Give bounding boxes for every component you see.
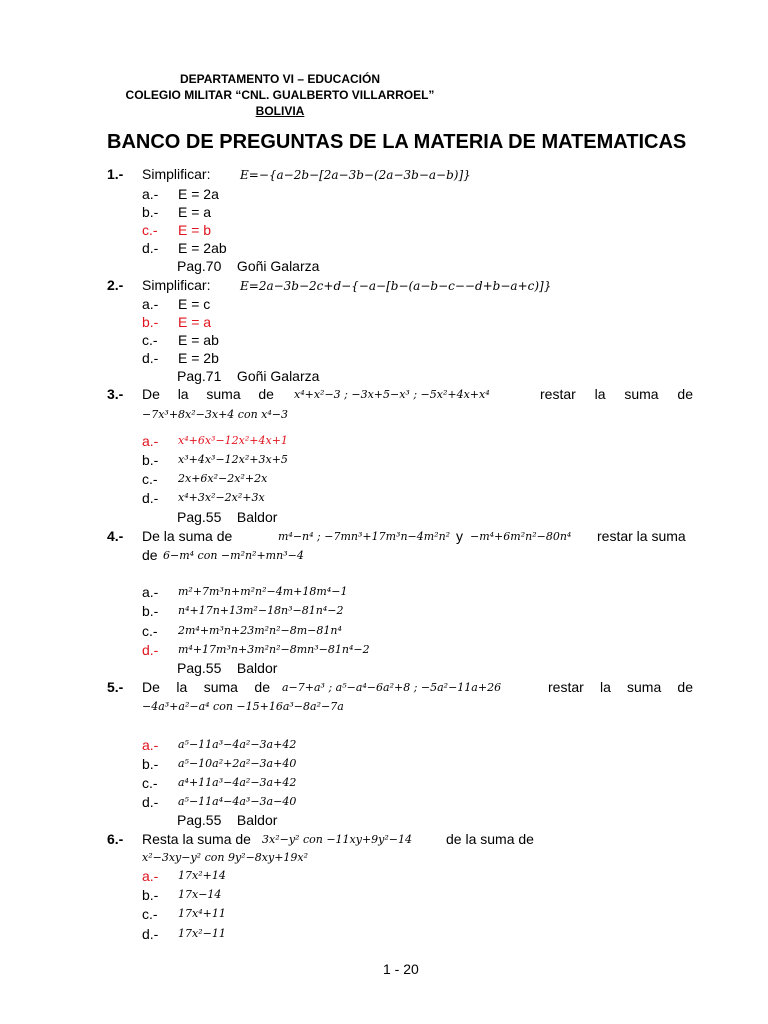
source-reference: Pag.55 Baldor [177, 660, 278, 676]
question-2 [107, 277, 123, 293]
question-text-cont: restar la suma de [548, 679, 693, 695]
question-expression-2: x²−3xy−y² con 9y²−8xy+19x² [142, 851, 309, 864]
question-text: De la suma de [142, 528, 233, 544]
question-expression: m⁴−n⁴ ; −7mn³+17m³n−4m²n² [278, 530, 451, 543]
question-expression-2: −7x³+8x²−3x+4 con x⁴−3 [142, 408, 288, 421]
question-number: 6.- [107, 831, 124, 847]
question-4 [107, 528, 123, 544]
question-text-cont: restar la suma de [540, 386, 693, 402]
page-title: BANCO DE PREGUNTAS DE LA MATERIA DE MATEMATICAS [107, 131, 687, 153]
question-text: De la suma de [142, 386, 274, 402]
question-5 [107, 679, 123, 695]
question-1 [107, 166, 123, 182]
question-text: Simplificar: [142, 166, 211, 182]
department-header: DEPARTAMENTO VI – EDUCACIÓN [179, 72, 380, 86]
question-expression: E=2a−3b−2c+d−{−a−[b−(a−b−c−−d+b−a+c)]} [240, 279, 552, 293]
source-reference: Pag.55 Baldor [177, 812, 278, 828]
question-number: 5.- [107, 679, 124, 695]
question-text-y: y [456, 528, 463, 544]
question-number: 2.- [107, 277, 124, 293]
question-expression-3: 6−m⁴ con −m²n²+mn³−4 [163, 549, 304, 562]
question-number: 1.- [107, 166, 124, 182]
school-name: COLEGIO MILITAR “CNL. GUALBERTO VILLARROEL” [125, 88, 435, 102]
question-expression-2: −4a³+a²−a⁴ con −15+16a³−8a²−7a [142, 700, 344, 713]
source-reference: Pag.55 Baldor [177, 509, 278, 525]
question-3 [107, 386, 123, 402]
question-text-cont: de la suma de [446, 831, 534, 847]
question-expression: E=−{a−2b−[2a−3b−(2a−3b−a−b)]} [240, 168, 471, 182]
page-number: 1 - 20 [383, 961, 419, 977]
source-reference: Pag.70 Goñi Galarza [177, 258, 320, 274]
question-6 [107, 831, 123, 847]
question-text-de: de [142, 547, 158, 563]
question-text: Resta la suma de [142, 831, 251, 847]
question-expression: x⁴+x²−3 ; −3x+5−x³ ; −5x²+4x+x⁴ [294, 388, 490, 401]
question-expression: 3x²−y² con −11xy+9y²−14 [262, 833, 412, 846]
question-text: Simplificar: [142, 277, 211, 293]
question-expression-2: −m⁴+6m²n²−80n⁴ [470, 530, 572, 543]
question-number: 3.- [107, 386, 124, 402]
question-number: 4.- [107, 528, 124, 544]
question-text: De la suma de [142, 679, 270, 695]
question-text-cont: restar la suma [597, 528, 686, 544]
question-expression: a−7+a³ ; a⁵−a⁴−6a²+8 ; −5a²−11a+26 [282, 681, 502, 694]
source-reference: Pag.71 Goñi Galarza [177, 368, 320, 384]
country-name: BOLIVIA [255, 104, 305, 118]
